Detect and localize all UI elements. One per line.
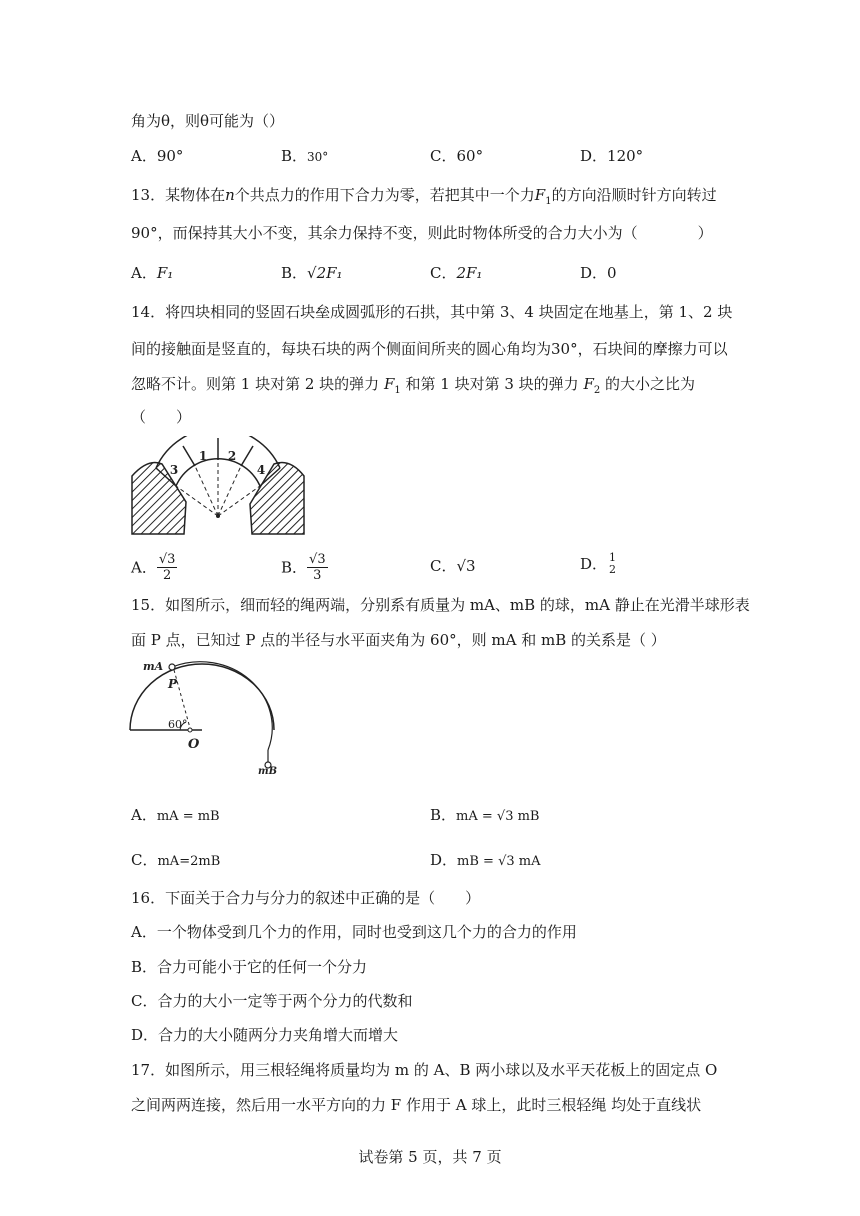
q14-option-c: C．√3: [430, 557, 476, 575]
stone-label-2: 2: [227, 449, 237, 463]
q14-option-d: D． 1 2: [580, 551, 617, 576]
q13-stem-line2: 90°，而保持其大小不变，其余力保持不变，则此时物体所受的合力大小为（ ）: [131, 224, 713, 242]
q13-option-d: D．0: [580, 264, 617, 282]
q13-option-a: A．F₁: [131, 264, 174, 282]
stone-label-4: 4: [256, 463, 266, 477]
label-o: O: [188, 737, 200, 752]
q14-option-b: B． $\frac{√3}{3}$: [281, 552, 326, 583]
q15-stem-line2: 面 P 点，已知过 P 点的半径与水平面夹角为 60°，则 mA 和 mB 的关系是（ ）: [131, 631, 666, 649]
q13-option-c: C．2F₁: [430, 264, 483, 282]
q16-option-b: B．合力可能小于它的任何一个分力: [131, 958, 368, 976]
q16-stem: 16．下面关于合力与分力的叙述中正确的是（ ）: [131, 889, 481, 907]
q15-option-c: C．mA=2mB: [131, 851, 221, 869]
stone-arch-figure: [128, 436, 308, 538]
q16-option-c: C．合力的大小一定等于两个分力的代数和: [131, 992, 413, 1010]
q17-stem-line1: 17．如图所示，用三根轻绳将质量均为 m 的 A、B 两小球以及水平天花板上的固定点 O: [131, 1061, 718, 1079]
q15-option-a: A．mA = mB: [131, 806, 220, 824]
q12-option-a: A．90°: [131, 147, 184, 165]
q12-option-b: B．30°: [281, 147, 329, 165]
label-60: 60°: [168, 718, 188, 731]
label-ma: mA: [143, 660, 164, 673]
q12-option-c: C．60°: [430, 147, 484, 165]
q16-option-a: A．一个物体受到几个力的作用，同时也受到这几个力的合力的作用: [131, 923, 577, 941]
q14-stem-line3: 忽略不计。则第 1 块对第 2 块的弹力 $F_1$ 和第 1 块对第 3 块的弹力 $F_2$ 的大小之比为: [131, 375, 696, 396]
q13-stem-line1: 13．某物体在n个共点力的作用下合力为零，若把其中一个力$F_1$的方向沿顺时针方向转过: [131, 186, 717, 207]
q12-option-d: D．120°: [580, 147, 644, 165]
q15-option-b: B．mA = √3 mB: [430, 806, 540, 824]
label-mb: mB: [258, 766, 278, 777]
q15-option-d: D．mB = √3 mA: [430, 851, 541, 869]
q12-stem-tail: 角为θ，则θ可能为（）: [131, 112, 285, 130]
q17-stem-line2: 之间两两连接，然后用一水平方向的力 F 作用于 A 球上，此时三根轻绳 均处于直线状: [131, 1096, 702, 1114]
q14-stem-line1: 14．将四块相同的竖固石块垒成圆弧形的石拱，其中第 3、4 块固定在地基上，第 1、2 块: [131, 303, 733, 321]
stone-label-1: 1: [198, 449, 208, 463]
q14-stem-line2: 间的接触面是竖直的，每块石块的两个侧面间所夹的圆心角均为30°，石块间的摩擦力可以: [131, 340, 728, 358]
label-p: P: [168, 677, 178, 691]
q15-stem-line1: 15．如图所示，细而轻的绳两端，分别系有质量为 mA、mB 的球，mA 静止在光滑半球形表: [131, 596, 750, 614]
q16-option-d: D．合力的大小随两分力夹角增大而增大: [131, 1026, 399, 1044]
stone-label-3: 3: [169, 463, 179, 477]
hemisphere-figure: [128, 656, 288, 788]
page-footer: 试卷第 5 页，共 7 页: [358, 1148, 502, 1166]
q14-paren: （ ）: [131, 408, 192, 426]
q14-option-a: A． $\frac{√3}{2}$: [131, 552, 176, 583]
q13-option-b: B．√2F₁: [281, 264, 343, 282]
